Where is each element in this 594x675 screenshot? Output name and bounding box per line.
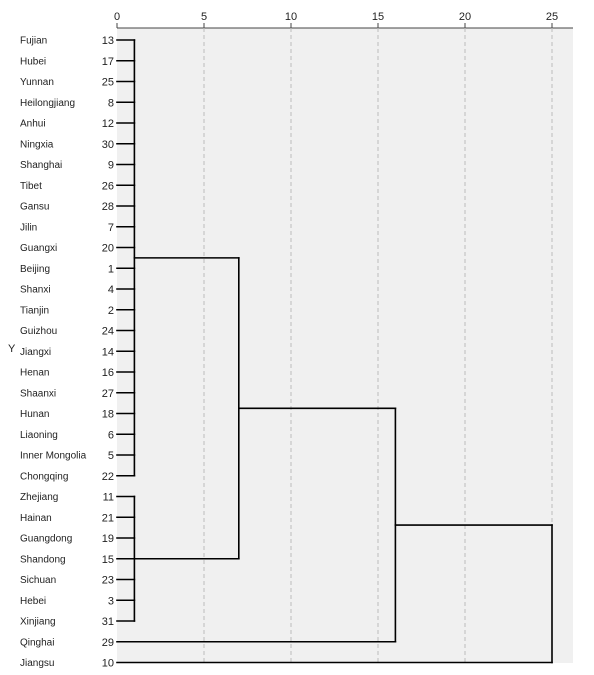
leaf-id-tianjin: 2 [107,304,114,317]
leaf-id-inner-mongolia: 5 [107,450,114,462]
leaf-id-fujian: 13 [101,35,114,47]
leaf-id-shaanxi: 27 [101,387,114,400]
leaf-label-inner-mongolia: Inner Mongolia [20,450,87,462]
leaf-label-shanghai: Shanghai [20,160,63,171]
leaf-label-hubei: Hubei [20,56,47,68]
leaf-id-zhejiang: 11 [102,491,114,504]
leaf-id-yunnan: 25 [101,76,114,89]
leaf-label-shandong: Shandong [20,554,66,566]
leaf-label-tianjin: Tianjin [20,305,50,317]
leaf-label-shaanxi: Shaanxi [20,388,57,400]
leaf-id-shandong: 15 [101,553,114,566]
leaf-label-zhejiang: Zhejiang [20,492,59,503]
leaf-id-ningxia: 30 [101,138,114,151]
leaf-id-hubei: 17 [101,55,114,68]
leaf-label-chongqing: Chongqing [20,471,69,483]
x-tick-label-0: 0 [113,11,121,23]
leaf-label-tibet: Tibet [20,180,42,192]
leaf-id-shanghai: 9 [107,159,114,172]
y-axis-label: Y [8,343,16,355]
x-axis-ticks [114,11,558,28]
x-tick-label-15: 15 [371,11,385,23]
leaf-label-gansu: Gansu [20,201,50,213]
leaf-label-fujian: Fujian [20,35,48,47]
leaf-id-henan: 16 [101,367,114,379]
x-tick-label-25: 25 [545,11,559,23]
leaf-labels [20,35,114,670]
leaf-id-gansu: 28 [101,201,114,213]
leaf-label-jiangsu: Jiangsu [20,658,55,669]
x-tick-label-5: 5 [200,11,208,23]
leaf-label-guangdong: Guangdong [20,533,73,545]
leaf-label-anhui: Anhui [20,118,46,130]
leaf-label-qinghai: Qinghai [20,637,55,649]
leaf-id-sichuan: 23 [101,574,114,587]
leaf-label-hebei: Hebei [20,595,47,607]
x-tick-label-20: 20 [458,11,472,23]
x-tick-label-10: 10 [284,11,298,23]
leaf-id-anhui: 12 [101,118,114,130]
leaf-label-xinjiang: Xinjiang [20,616,56,628]
leaf-label-sichuan: Sichuan [20,575,57,586]
leaf-label-liaoning: Liaoning [20,429,58,441]
leaf-label-guizhou: Guizhou [20,326,58,337]
leaf-id-hebei: 3 [107,595,114,608]
leaf-id-beijing: 1 [107,263,114,276]
leaf-id-hunan: 18 [101,408,114,421]
leaf-id-tibet: 26 [101,180,114,193]
plot-background [117,28,573,663]
leaf-label-heilongjiang: Heilongjiang [20,97,76,109]
leaf-label-beijing: Beijing [20,263,51,275]
leaf-id-chongqing: 22 [101,470,114,483]
leaf-label-hunan: Hunan [20,409,50,420]
leaf-id-jiangxi: 14 [101,346,114,359]
leaf-label-ningxia: Ningxia [20,139,54,151]
leaf-label-jiangxi: Jiangxi [20,346,52,358]
leaf-id-qinghai: 29 [101,636,114,649]
leaf-id-hainan: 21 [101,512,114,525]
leaf-id-guangdong: 19 [101,533,114,545]
leaf-label-guangxi: Guangxi [20,243,58,254]
leaf-label-henan: Henan [20,367,50,379]
leaf-label-yunnan: Yunnan [20,77,54,88]
leaf-label-jilin: Jilin [20,222,38,234]
leaf-label-shanxi: Shanxi [20,284,51,296]
leaf-id-jiangsu: 10 [101,657,114,670]
leaf-id-jilin: 7 [107,221,114,234]
leaf-id-guangxi: 20 [101,242,114,255]
leaf-id-liaoning: 6 [107,429,114,442]
leaf-id-xinjiang: 31 [101,616,114,628]
leaf-id-shanxi: 4 [107,284,114,296]
leaf-id-heilongjiang: 8 [107,97,114,110]
leaf-id-guizhou: 24 [101,325,114,338]
leaf-label-hainan: Hainan [20,512,52,524]
